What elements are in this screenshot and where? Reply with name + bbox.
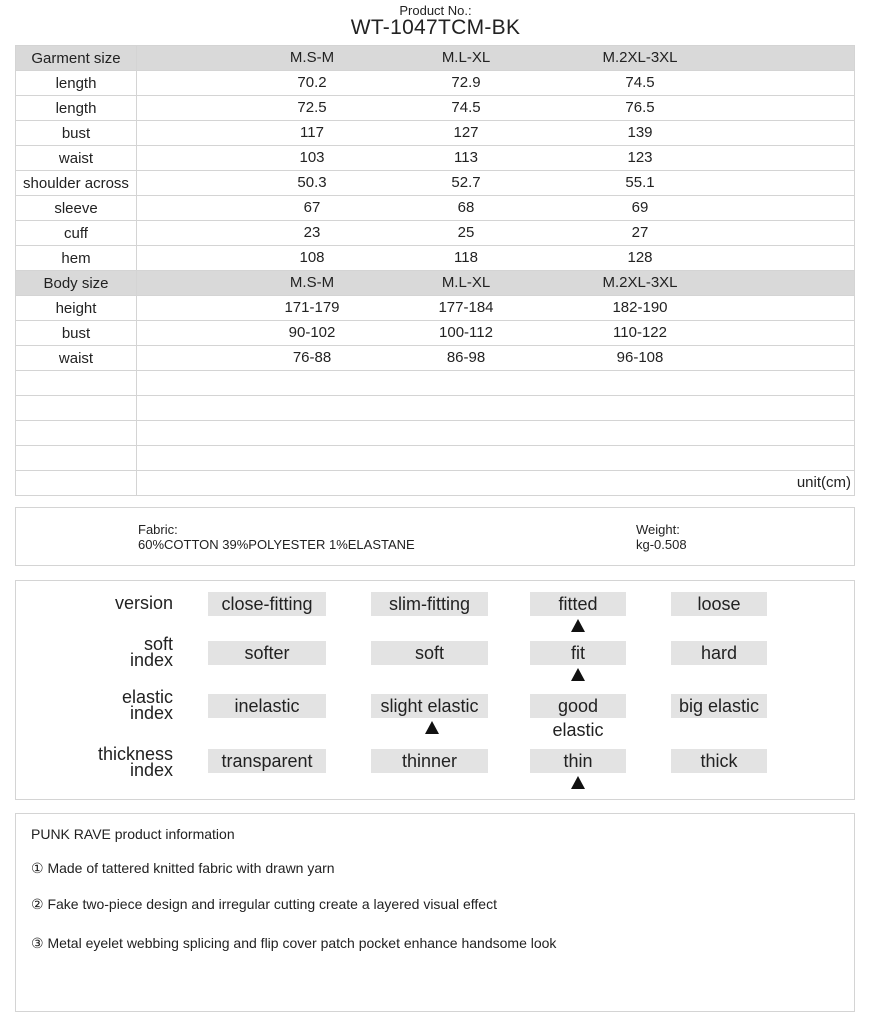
weight-value: kg-0.508	[636, 537, 687, 552]
table-row	[16, 96, 855, 121]
size-header: M.L-XL	[441, 49, 491, 66]
measure-value: 27	[631, 224, 649, 241]
attribute-label-line: index	[129, 703, 173, 723]
table-row	[16, 221, 855, 246]
attribute-label-thickness-index	[98, 746, 173, 778]
measure-value: 70.2	[297, 74, 327, 91]
measure-value: 96-108	[616, 349, 664, 366]
attribute-label-line: soft	[143, 634, 173, 654]
measure-label: height	[16, 296, 137, 321]
measure-value: 113	[454, 149, 478, 166]
unit-label: unit(cm)	[796, 474, 851, 491]
garment-size-title: Garment size	[16, 46, 137, 71]
measure-label: length	[16, 96, 137, 121]
measure-value: 23	[303, 224, 321, 241]
attribute-label-line: elastic	[121, 687, 173, 707]
measure-value: 72.9	[451, 74, 481, 91]
selected-marker-icon	[425, 721, 439, 734]
body-size-header-row	[16, 271, 855, 296]
measure-value: 177-184	[438, 299, 494, 316]
measure-value: 74.5	[625, 74, 655, 91]
measure-value: 76.5	[625, 99, 655, 116]
attribute-label-line: index	[129, 650, 173, 670]
option-box: fitted	[530, 592, 626, 616]
measure-label: waist	[16, 146, 137, 171]
unit-row	[16, 471, 855, 496]
empty-row	[16, 371, 855, 396]
weight-label: Weight:	[636, 522, 680, 537]
measure-label: bust	[16, 121, 137, 146]
measure-value: 128	[627, 249, 653, 266]
measure-value: 67	[303, 199, 321, 216]
size-header: M.S-M	[289, 274, 335, 291]
size-header: M.S-M	[289, 49, 335, 66]
measure-value: 52.7	[451, 174, 481, 191]
product-info-panel	[15, 813, 855, 1012]
body-size-title: Body size	[16, 271, 137, 296]
measure-value: 100-112	[439, 324, 493, 341]
table-row	[16, 146, 855, 171]
fabric-label: Fabric:	[138, 522, 178, 537]
measure-value: 118	[454, 249, 478, 266]
option-box: thick	[671, 749, 767, 773]
fabric-info	[138, 522, 415, 552]
table-row	[16, 246, 855, 271]
measure-value: 117	[300, 124, 324, 141]
measure-value: 108	[299, 249, 325, 266]
option-box: thinner	[371, 749, 488, 773]
measure-value: 90-102	[288, 324, 336, 341]
table-row	[16, 121, 855, 146]
measure-value: 171-179	[284, 299, 340, 316]
option-box: fit	[530, 641, 626, 665]
measure-label: cuff	[16, 221, 137, 246]
fabric-panel	[15, 507, 855, 566]
product-info-item: ① Made of tattered knitted fabric with drawn yarn	[31, 860, 335, 876]
option-box: thin	[530, 749, 626, 773]
attribute-label-line: thickness	[97, 744, 173, 764]
measure-value: 139	[627, 124, 653, 141]
product-info-title: PUNK RAVE product information	[31, 826, 235, 842]
measure-value: 50.3	[297, 174, 327, 191]
measure-value: 72.5	[297, 99, 327, 116]
option-box: softer	[208, 641, 326, 665]
product-number: WT-1047TCM-BK	[350, 16, 521, 39]
product-info-item: ③ Metal eyelet webbing splicing and flip cover patch pocket enhance handsome look	[31, 935, 557, 951]
attribute-label-soft-index	[130, 636, 173, 668]
size-header: M.2XL-3XL	[602, 49, 678, 66]
product-number-label: Product No.:	[399, 3, 472, 18]
product-info-item: ② Fake two-piece design and irregular cutting create a layered visual effect	[31, 896, 497, 912]
table-row	[16, 321, 855, 346]
measure-value: 123	[627, 149, 653, 166]
size-chart-table	[15, 45, 855, 496]
table-row	[16, 196, 855, 221]
option-box: hard	[671, 641, 767, 665]
measure-label: shoulder across	[16, 171, 137, 196]
table-row	[16, 71, 855, 96]
fabric-composition: 60%COTTON 39%POLYESTER 1%ELASTANE	[138, 537, 415, 552]
option-box: slight elastic	[371, 694, 488, 718]
measure-value: 55.1	[625, 174, 655, 191]
measure-label: bust	[16, 321, 137, 346]
garment-size-header-row	[16, 46, 855, 71]
attribute-panel	[15, 580, 855, 800]
option-box: close-fitting	[208, 592, 326, 616]
measure-label: waist	[16, 346, 137, 371]
option-box: slim-fitting	[371, 592, 488, 616]
measure-label: length	[16, 71, 137, 96]
empty-row	[16, 446, 855, 471]
selected-marker-icon	[571, 619, 585, 632]
size-header: M.L-XL	[441, 274, 491, 291]
table-row	[16, 346, 855, 371]
attribute-label-line: version	[114, 593, 173, 613]
attribute-label-elastic-index	[122, 689, 173, 721]
option-box: big elastic	[671, 694, 767, 718]
measure-value: 110-122	[613, 324, 667, 341]
option-box: inelastic	[208, 694, 326, 718]
option-box: loose	[671, 592, 767, 616]
option-box: transparent	[208, 749, 326, 773]
measure-value: 127	[453, 124, 479, 141]
option-box: soft	[371, 641, 488, 665]
selected-marker-icon	[571, 776, 585, 789]
measure-value: 86-98	[446, 349, 486, 366]
measure-value: 103	[299, 149, 325, 166]
empty-row	[16, 396, 855, 421]
attribute-label-version	[115, 595, 173, 611]
measure-value: 25	[457, 224, 475, 241]
measure-value: 69	[631, 199, 649, 216]
measure-label: sleeve	[16, 196, 137, 221]
measure-value: 74.5	[451, 99, 481, 116]
measure-value: 68	[457, 199, 475, 216]
weight-info	[636, 522, 687, 552]
measure-value: 182-190	[612, 299, 668, 316]
empty-row	[16, 421, 855, 446]
measure-value: 76-88	[292, 349, 332, 366]
attribute-label-line: index	[129, 760, 173, 780]
measure-label: hem	[16, 246, 137, 271]
size-header: M.2XL-3XL	[602, 274, 678, 291]
option-box: good elastic	[530, 694, 626, 718]
table-row	[16, 296, 855, 321]
table-row	[16, 171, 855, 196]
selected-marker-icon	[571, 668, 585, 681]
